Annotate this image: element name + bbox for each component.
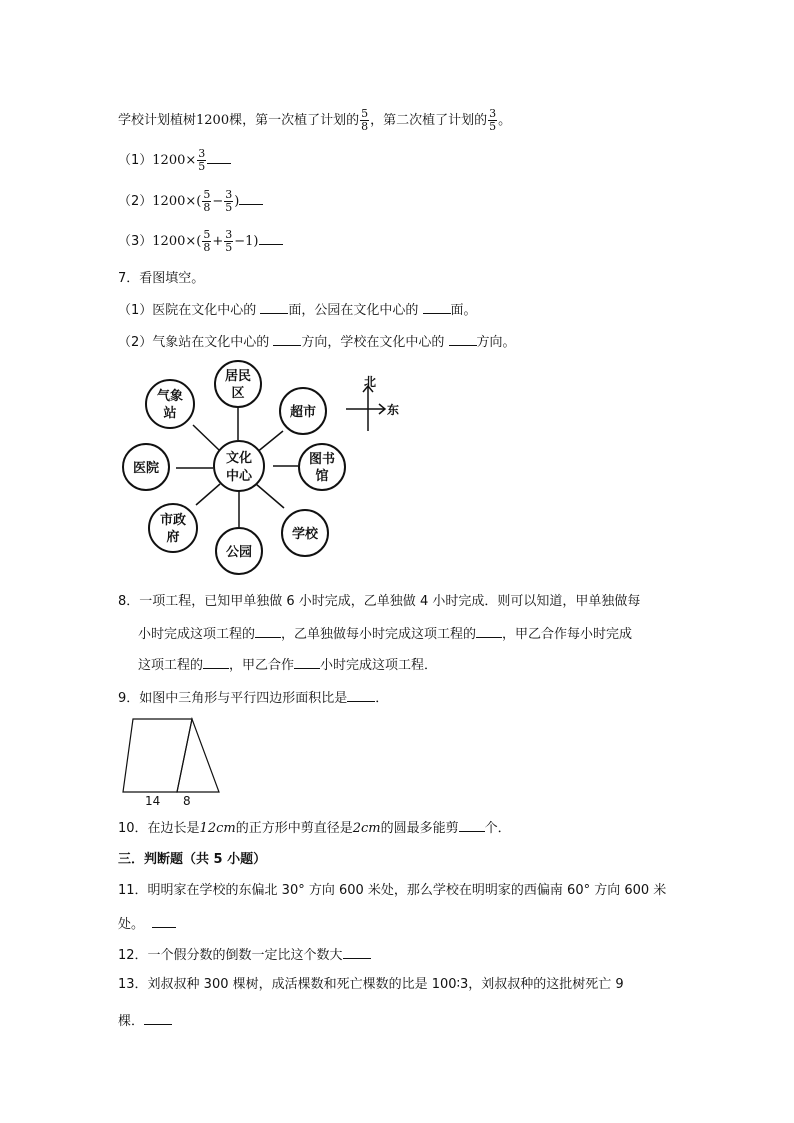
fraction-3-5: $\frac{3}{5}$ (489, 107, 497, 133)
map-node-residential-1: 居民 (224, 369, 252, 384)
map-node-government-2: 府 (166, 530, 180, 545)
q8-line-2: 小时完成这项工程的 ，乙单独做每小时完成这项工程的 ，甲乙合作每小时完成 (138, 624, 632, 644)
q12-text: 12．一个假分数的倒数一定比这个数大 (118, 945, 371, 965)
q11-line-1: 11．明明家在学校的东偏北 30° 方向 600 米处，那么学校在明明家的西偏南 60° 方向 600 米 (118, 883, 667, 898)
map-node-government-1: 市政 (159, 513, 187, 528)
map-node-park: 公园 (225, 545, 253, 560)
label-8: 8 (183, 794, 191, 808)
map-node-library-2: 馆 (315, 469, 329, 484)
q6-intro: 学校计划植树1200棵，第一次植了计划的 $\frac{5}{8}$ ，第二次植了计划的 $\frac{3}{5}$ 。 (118, 107, 512, 133)
compass-icon (346, 386, 385, 431)
answer-blank[interactable] (255, 624, 281, 638)
q8-line-1: 8．一项工程，已知甲单独做 6 小时完成，乙单独做 4 小时完成．则可以知道，甲单独做每 (118, 594, 641, 609)
map-node-library-1: 图书 (308, 452, 336, 467)
answer-blank[interactable] (294, 655, 320, 669)
q13-line-2: 棵． (118, 1011, 172, 1031)
map-node-supermarket: 超市 (289, 405, 317, 420)
compass-east-label: 东 (387, 403, 400, 417)
fraction-5-8: $\frac{5}{8}$ (361, 107, 369, 133)
answer-blank[interactable] (152, 914, 176, 928)
map-node-weather-1: 气象 (156, 389, 184, 404)
q9-text: 9．如图中三角形与平行四边形面积比是 ． (118, 688, 388, 708)
q7-line-1: （1）医院在文化中心的 面，公园在文化中心的 面。 (118, 300, 477, 320)
answer-blank[interactable] (343, 945, 371, 959)
section-3-title: 三．判断题（共 5 小题） (118, 852, 267, 867)
map-node-school: 学校 (291, 527, 319, 542)
q6-item-2: （2）1200×( $\frac{5}{8}$ − $\frac{3}{5}$ ) (118, 189, 263, 214)
answer-blank[interactable] (144, 1011, 172, 1025)
q6-item-3: （3）1200×( $\frac{5}{8}$ + $\frac{3}{5}$ −1) (118, 229, 283, 254)
map-node-hospital: 医院 (132, 461, 160, 476)
q10-text: 10．在边长是12cm的正方形中剪直径是2cm的圆最多能剪 个． (118, 818, 511, 838)
map-node-residential-2: 区 (231, 386, 245, 401)
parallelogram-shape (123, 719, 192, 792)
q11-line-2: 处。 (118, 914, 176, 934)
compass-north-label: 北 (364, 375, 377, 389)
q7-title: 7．看图填空。 (118, 271, 205, 286)
answer-blank[interactable] (476, 624, 502, 638)
q6-item-1: （1）1200× $\frac{3}{5}$ (118, 148, 231, 173)
answer-blank[interactable] (203, 655, 229, 669)
map-center-label-2: 中心 (225, 469, 253, 484)
map-center-label-1: 文化 (225, 451, 253, 466)
q13-line-1: 13．刘叔叔种 300 棵树，成活棵数和死亡棵数的比是 100∶3，刘叔叔种的这批树死亡 9 (118, 977, 624, 992)
q8-line-3: 这项工程的 ，甲乙合作 小时完成这项工程． (138, 655, 437, 675)
answer-blank[interactable] (347, 688, 375, 702)
triangle-shape (177, 719, 219, 792)
label-14: 14 (145, 794, 161, 808)
answer-blank[interactable] (459, 818, 485, 832)
map-node-weather-2: 站 (163, 406, 177, 421)
q7-line-2: （2）气象站在文化中心的 方向，学校在文化中心的 方向。 (118, 332, 516, 352)
q9-parallelogram-figure (115, 715, 225, 810)
